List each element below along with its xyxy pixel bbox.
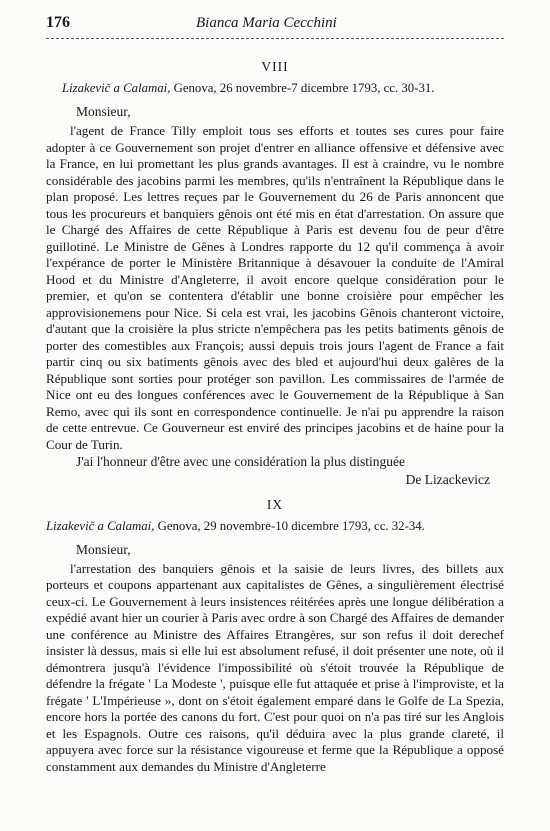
letter-body-viii: l'agent de France Tilly emploit tous ses efforts et toutes ses cures pour faire adopter à ce Gouvernement son projet d'entrer en alliance offensive et défensive avec la France, en lui promettant les plus grands avantages. Il est à craindre, vu le nombre considérable des jacobins parmi les membres, qu'ils n'entraînent la République dans le plan proposé. Les lettres reçues par le Gouvernement du 26 de Paris annoncent que tous les procureurs et banquiers gênois ont été mis en état d'arrestation. On assure que le Chargé des Affaires de cette République à Paris est devenu fou de peur d'être guillotiné. Le Ministre de Gênes à Londres rapporte du 12 qu'il commença à avoir l'expérance de porter le Ministère Britannique à désavouer la conduite de l'Amiral Hood et du Ministre d'Angleterre, il avoit encore quelque considération pour le premier, et qu'on se contentera d'établir une bonne croisière pour empêcher les approvisionemens pour Nice. Si cela est vrai, les jacobins Gênois chanteront victoire, d'autant que la croisière la plus stricte n'empêchera pas les petits batiments gênois de porter des comestibles aux François; aussi depuis trois jours l'agent de France a fait partir cinq ou six batiments gênois avec des bled et aujourd'hui deux galères de la République sont sorties pour protéger son pavillon. Les commissaires de l'armée de Nice ont eu des longues conférences avec le Gouvernement de la République à San Remo, avec qui ils sont en correspondence continuelle. Je n'ai pu apprendre la raison de cette entrevue. Ce Gouverneur est enviré des principes jacobins et de haine pour la Cour de Turin. <box>46 123 504 452</box>
citation-details: Genova, 29 novembre-10 dicembre 1793, cc. 32-34. <box>154 518 425 533</box>
running-header <box>46 14 504 39</box>
closing-formula: J'ai l'honneur d'être avec une considération la plus distinguée <box>76 454 405 469</box>
section-numeral-ix: IX <box>266 496 284 512</box>
citation-details: Genova, 26 novembre-7 dicembre 1793, cc. 30-31. <box>170 81 435 95</box>
document-citation-ix <box>46 519 504 534</box>
letter-body-ix: l'arrestation des banquiers gênois et la saisie de leurs livres, des billets aux porteurs et coupons appartenant aux capitalistes de Gênes, a singulièrement électrisé ceux-ci. Le Gouvernement à leurs insistences réitérées après une longue délibération a expédié avant hier un courier à Paris avec ordre à son Chargé des Affaires de demander une conférence au Ministre des Affaires Etrangères, sur son refus il doit derechef insister là dessus, mais si elle lui est absolument refusé, il doit présenter une note, où il démontrera jusqu'à l'évidence l'impossibilité où s'étoit trouvée la République de défendre la frégate ' La Modeste ', puisque elle fut attaquée et prise à l'improviste, et la frégate ' L'Impérieuse », dont on s'étoit également emparé dans le Golfe de La Spezia, encore hors la portée des canons du fort. C'est pour quoi on n'a pas tiré sur les Anglois et les Espagnols. Outre ces raisons, qu'il déduira avec la plus grande clareté, il appuyera avec force sur la résistance vigoureuse et ferme que la République a opposé constamment aux demandes du Ministre d'Angleterre <box>46 560 504 774</box>
citation-names: Lizakevič a Calamai, <box>46 518 155 533</box>
running-head-title: Bianca Maria Cecchini <box>196 15 337 31</box>
section-numeral-viii: VIII <box>261 59 289 74</box>
page-number: 176 <box>46 14 70 31</box>
salutation-ix: Monsieur, <box>76 541 131 557</box>
signature: De Lizackevicz <box>405 471 490 487</box>
citation-names: Lizakevič a Calamai, <box>62 81 171 95</box>
salutation-viii: Monsieur, <box>76 104 131 119</box>
document-citation-viii <box>46 81 504 96</box>
